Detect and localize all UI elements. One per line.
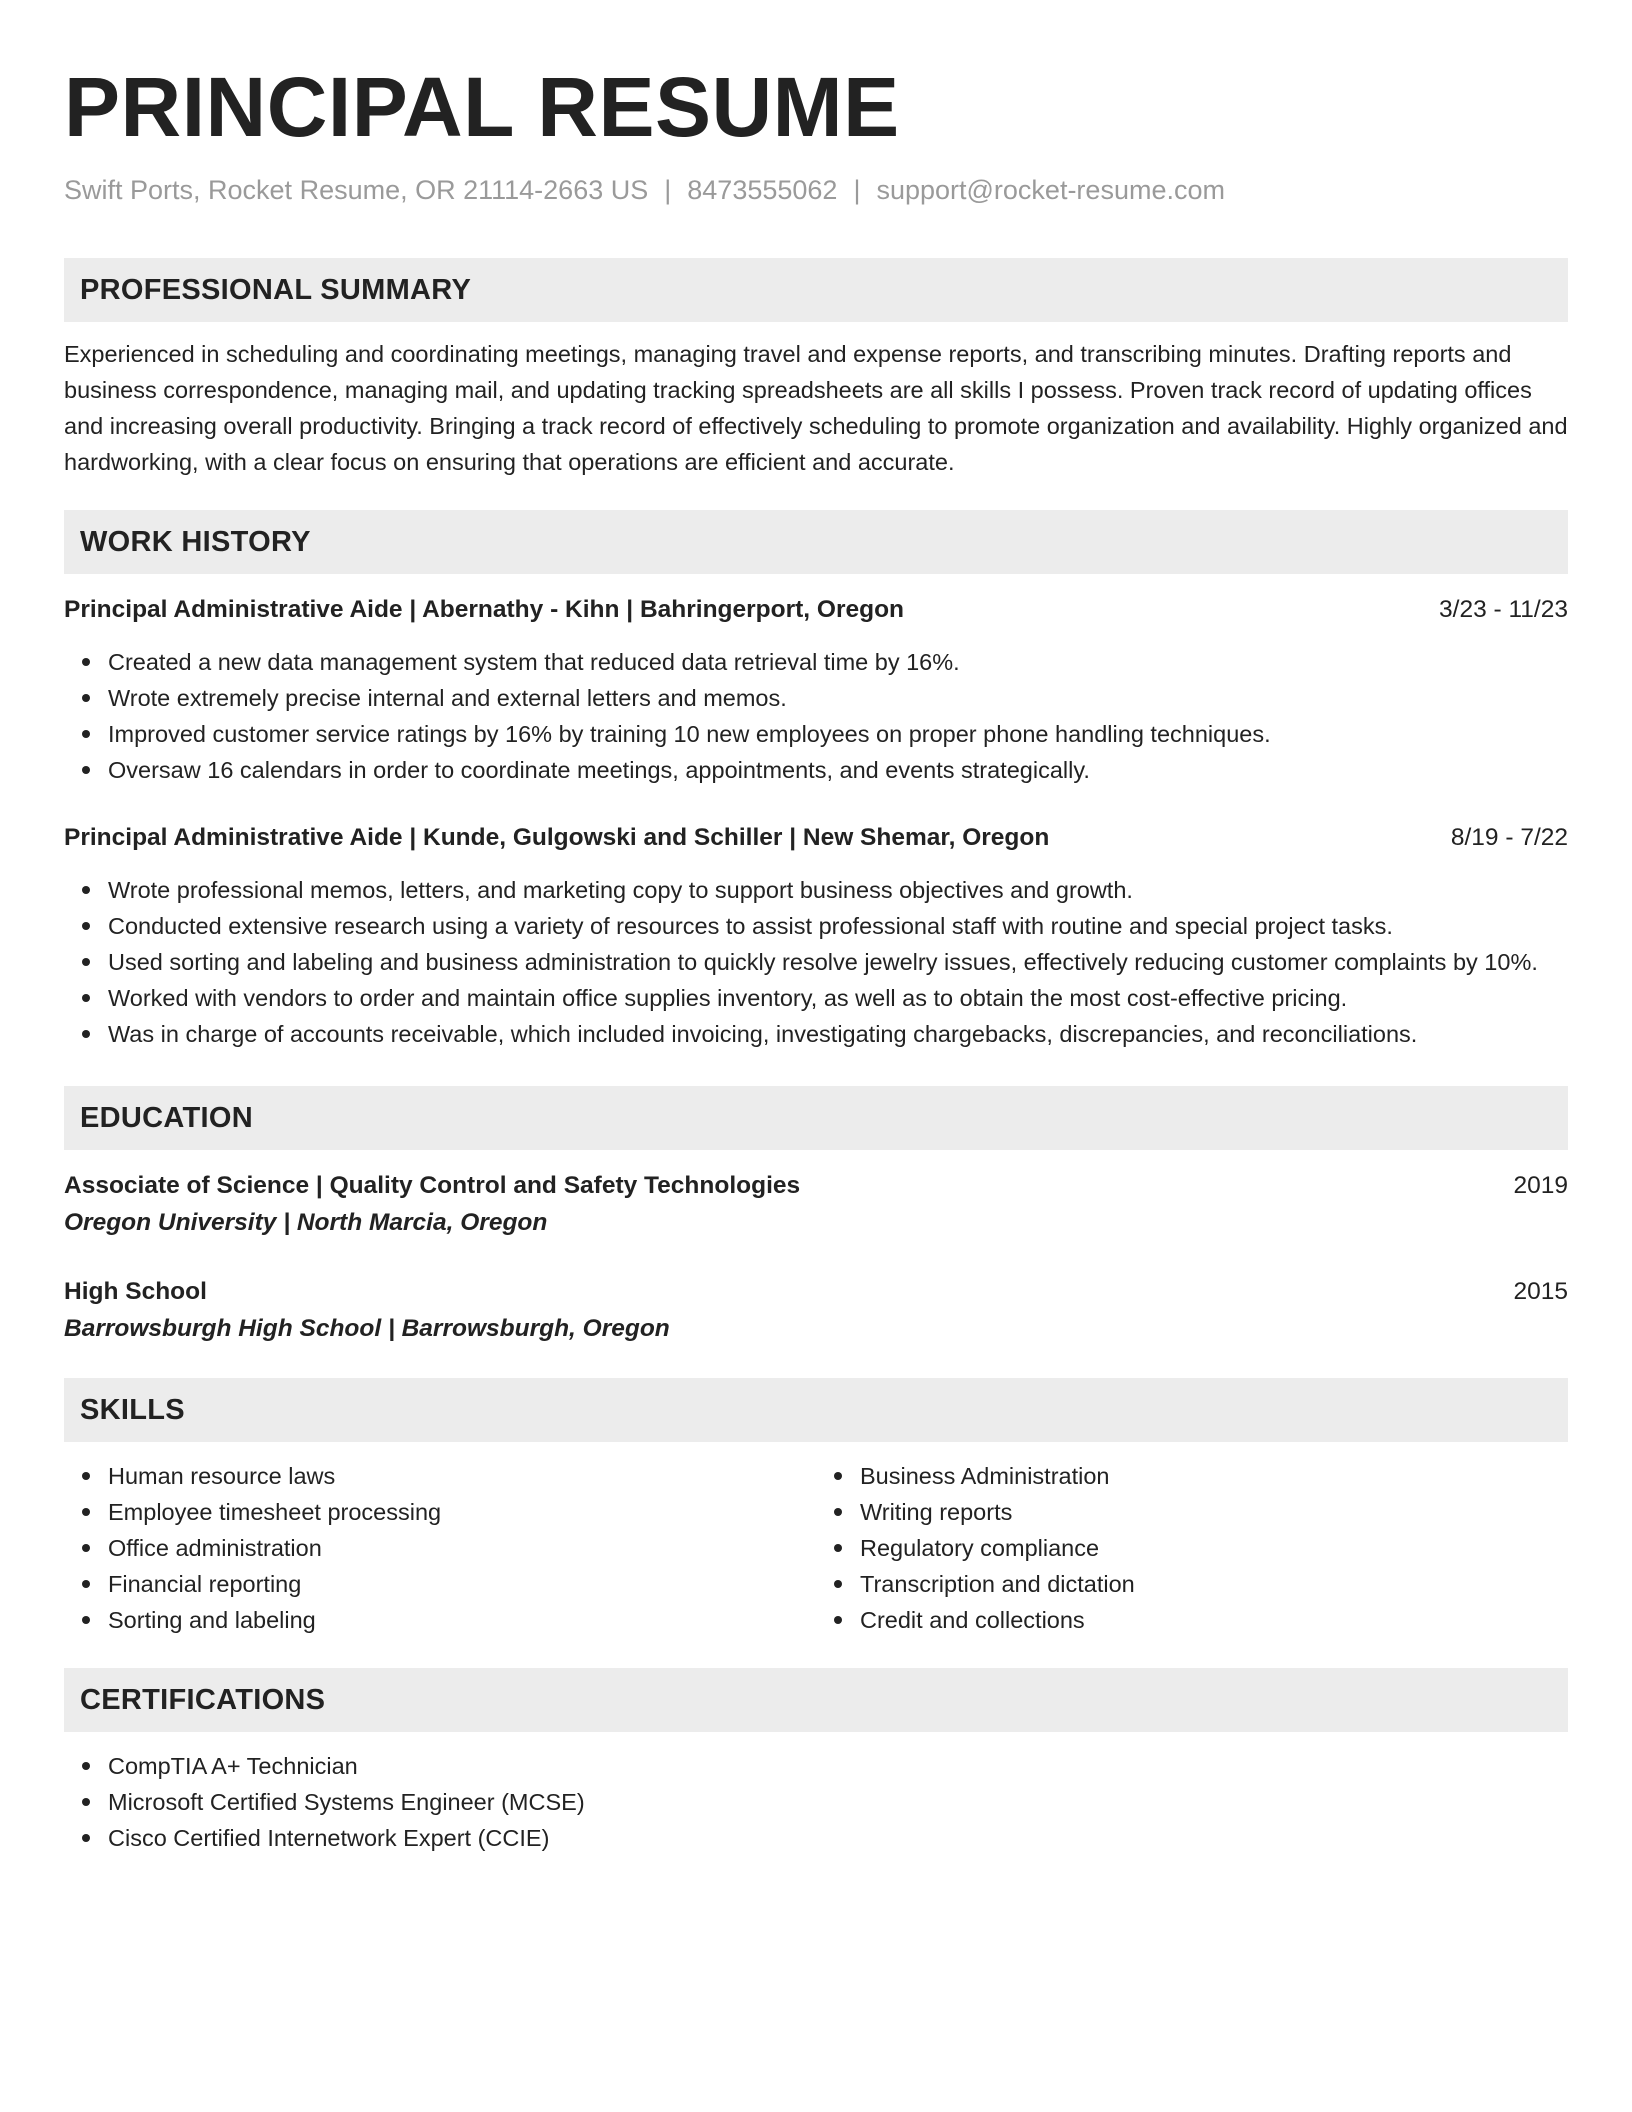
contact-address: Swift Ports, Rocket Resume, OR 21114-2663 US [64, 175, 649, 205]
education-year: 2015 [1513, 1278, 1568, 1305]
job-bullet: Was in charge of accounts receivable, which included invoicing, investigating chargebacks, discrepancies, and reconciliations. [108, 1016, 1568, 1052]
contact-line [64, 172, 1568, 208]
skills-grid [64, 1458, 1568, 1638]
job-entry [64, 820, 1568, 1052]
education-header [64, 1168, 1568, 1204]
job-entry [64, 592, 1568, 788]
skill-item: Regulatory compliance [860, 1530, 1568, 1566]
contact-phone: 8473555062 [687, 175, 838, 205]
job-title: Principal Administrative Aide | Abernathy - Kihn | Bahringerport, Oregon [64, 596, 905, 623]
summary-text: Experienced in scheduling and coordinating meetings, managing travel and expense reports, and transcribing minutes. Drafting reports and business correspondence, managing mail, and updating tracking spreadsheets are all skills I possess. Proven track record of updating offices and increasing overall productivity. Bringing a track record of effectively scheduling to promote organization and availability. Highly organized and hardworking, with a clear focus on ensuring that operations are efficient and accurate. [64, 341, 1568, 475]
job-bullet: Wrote extremely precise internal and external letters and memos. [108, 680, 1568, 716]
contact-email: support@rocket-resume.com [876, 175, 1225, 205]
education-year: 2019 [1513, 1172, 1568, 1199]
skill-item: Business Administration [860, 1458, 1568, 1494]
job-bullet: Wrote professional memos, letters, and marketing copy to support business objectives and growth. [108, 872, 1568, 908]
skill-item: Sorting and labeling [108, 1602, 816, 1638]
degree: Associate of Science | Quality Control and Safety Technologies [64, 1172, 801, 1199]
job-bullet: Improved customer service ratings by 16% by training 10 new employees on proper phone handling techniques. [108, 716, 1568, 752]
skill-item: Human resource laws [108, 1458, 816, 1494]
contact-separator: | [664, 175, 672, 205]
certifications-list [64, 1748, 1568, 1856]
skill-item: Employee timesheet processing [108, 1494, 816, 1530]
job-dates: 8/19 - 7/22 [1450, 824, 1568, 851]
certifications-heading: CERTIFICATIONS [64, 1668, 1568, 1732]
summary-heading: PROFESSIONAL SUMMARY [64, 258, 1568, 322]
education-header [64, 1274, 1568, 1310]
job-title: Principal Administrative Aide | Kunde, Gulgowski and Schiller | New Shemar, Oregon [64, 824, 1050, 851]
certification-item: CompTIA A+ Technician [108, 1748, 1568, 1784]
job-bullet: Created a new data management system that reduced data retrieval time by 16%. [108, 644, 1568, 680]
degree: High School [64, 1278, 207, 1305]
skills-column-left [64, 1458, 816, 1638]
school: Oregon University | North Marcia, Oregon [64, 1209, 548, 1236]
job-header [64, 820, 1568, 856]
skills-heading: SKILLS [64, 1378, 1568, 1442]
skill-item: Office administration [108, 1530, 816, 1566]
job-dates: 3/23 - 11/23 [1439, 596, 1568, 623]
certification-item: Cisco Certified Internetwork Expert (CCIE) [108, 1820, 1568, 1856]
job-bullet: Used sorting and labeling and business administration to quickly resolve jewelry issues, effectively reducing customer complaints by 10%. [108, 944, 1568, 980]
school: Barrowsburgh High School | Barrowsburgh, Oregon [64, 1315, 670, 1342]
work-history-heading: WORK HISTORY [64, 510, 1568, 574]
job-bullet: Worked with vendors to order and maintain office supplies inventory, as well as to obtain the most cost-effective pricing. [108, 980, 1568, 1016]
resume-name: PRINCIPAL RESUME [64, 60, 900, 154]
certification-item: Microsoft Certified Systems Engineer (MCSE) [108, 1784, 1568, 1820]
job-bullet: Oversaw 16 calendars in order to coordinate meetings, appointments, and events strategically. [108, 752, 1568, 788]
skill-item: Writing reports [860, 1494, 1568, 1530]
job-bullets [64, 872, 1568, 1052]
education-heading: EDUCATION [64, 1086, 1568, 1150]
skills-column-right [816, 1458, 1568, 1638]
education-entry [64, 1274, 1568, 1348]
skill-item: Financial reporting [108, 1566, 816, 1602]
skill-item: Transcription and dictation [860, 1566, 1568, 1602]
contact-separator: | [853, 175, 861, 205]
education-entry [64, 1168, 1568, 1242]
skill-item: Credit and collections [860, 1602, 1568, 1638]
job-bullet: Conducted extensive research using a variety of resources to assist professional staff with routine and special project tasks. [108, 908, 1568, 944]
job-header [64, 592, 1568, 628]
job-bullets [64, 644, 1568, 788]
